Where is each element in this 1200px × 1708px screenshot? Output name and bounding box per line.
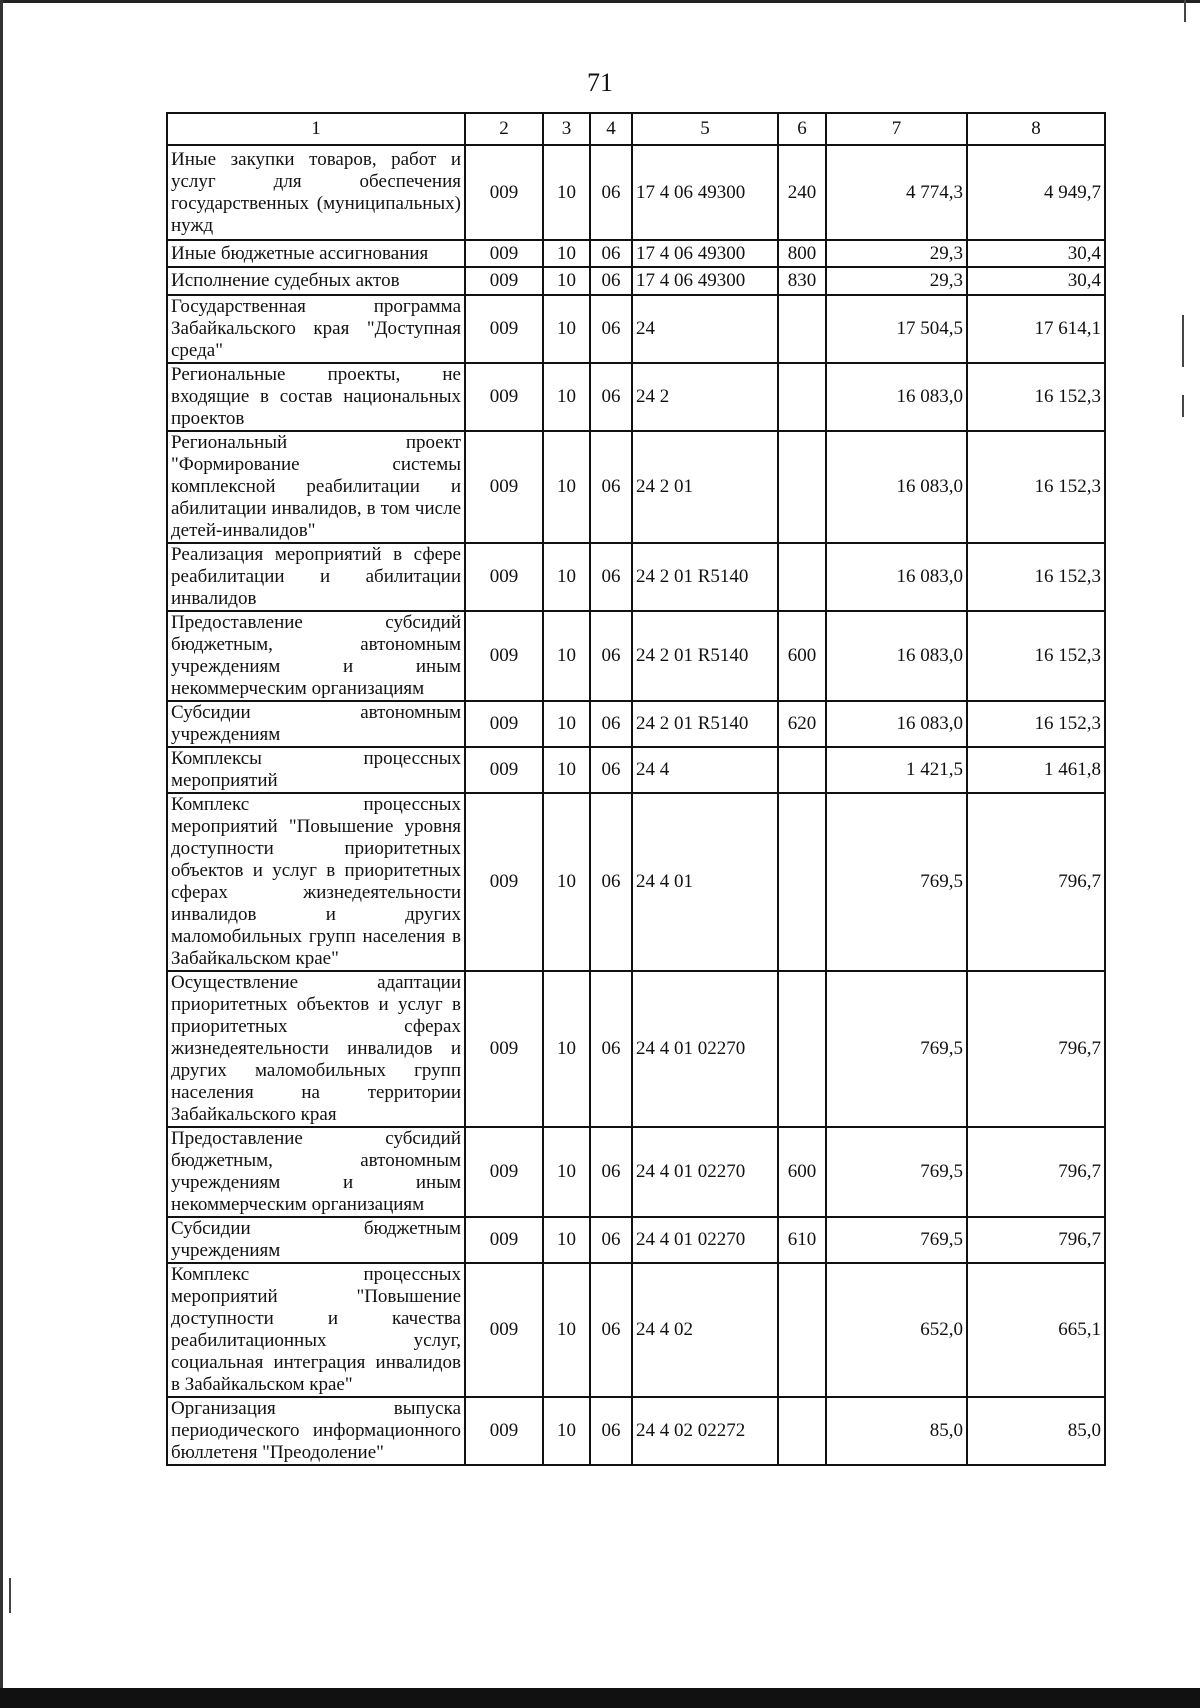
row-code-cell: 009	[465, 701, 543, 747]
row-target-article-cell: 24 2 01 R5140	[632, 611, 778, 701]
column-header: 6	[778, 113, 826, 145]
row-amount-year1-cell: 16 083,0	[826, 611, 967, 701]
table-row	[167, 295, 1105, 363]
row-amount-year1-cell: 29,3	[826, 240, 967, 267]
table-row	[167, 1127, 1105, 1217]
table-header-row	[167, 113, 1105, 145]
row-target-article-cell: 24 2 01 R5140	[632, 543, 778, 611]
row-section-cell: 10	[543, 971, 590, 1127]
row-code-cell: 009	[465, 543, 543, 611]
row-subsection-cell: 06	[590, 1217, 632, 1263]
scan-border-bottom	[0, 1688, 1200, 1708]
row-code-cell: 009	[465, 1263, 543, 1397]
row-section-cell: 10	[543, 701, 590, 747]
row-amount-year2-cell: 665,1	[967, 1263, 1105, 1397]
row-amount-year2-cell: 16 152,3	[967, 611, 1105, 701]
column-header: 5	[632, 113, 778, 145]
row-expense-type-cell: 800	[778, 240, 826, 267]
row-code-cell: 009	[465, 267, 543, 295]
table-row	[167, 363, 1105, 431]
row-name-cell: Региональный проект "Формирование системы комплексной реабилитации и абилитации инвалидов, в том числе детей-инвалидов"	[167, 431, 465, 543]
row-target-article-cell: 24 4 01 02270	[632, 971, 778, 1127]
row-amount-year1-cell: 29,3	[826, 267, 967, 295]
row-name-cell: Исполнение судебных актов	[167, 267, 465, 295]
row-amount-year1-cell: 652,0	[826, 1263, 967, 1397]
row-expense-type-cell	[778, 363, 826, 431]
row-subsection-cell: 06	[590, 240, 632, 267]
row-amount-year1-cell: 17 504,5	[826, 295, 967, 363]
row-section-cell: 10	[543, 793, 590, 971]
row-section-cell: 10	[543, 267, 590, 295]
table-row	[167, 1397, 1105, 1465]
row-code-cell: 009	[465, 295, 543, 363]
row-code-cell: 009	[465, 240, 543, 267]
row-amount-year2-cell: 30,4	[967, 240, 1105, 267]
row-amount-year1-cell: 769,5	[826, 793, 967, 971]
row-section-cell: 10	[543, 431, 590, 543]
row-amount-year2-cell: 16 152,3	[967, 701, 1105, 747]
row-code-cell: 009	[465, 363, 543, 431]
table-row	[167, 747, 1105, 793]
row-name-cell: Комплекс процессных мероприятий "Повышение уровня доступности приоритетных объектов и услуг в приоритетных сферах жизнедеятельности инвалидов и других маломобильных групп населения в Забайкальском крае"	[167, 793, 465, 971]
row-target-article-cell: 24 2	[632, 363, 778, 431]
row-subsection-cell: 06	[590, 267, 632, 295]
row-amount-year2-cell: 4 949,7	[967, 145, 1105, 240]
row-target-article-cell: 24	[632, 295, 778, 363]
row-subsection-cell: 06	[590, 611, 632, 701]
row-name-cell: Предоставление субсидий бюджетным, автономным учреждениям и иным некоммерческим организациям	[167, 1127, 465, 1217]
row-target-article-cell: 24 4 01 02270	[632, 1217, 778, 1263]
row-amount-year1-cell: 16 083,0	[826, 543, 967, 611]
table-row	[167, 240, 1105, 267]
row-code-cell: 009	[465, 611, 543, 701]
row-amount-year2-cell: 30,4	[967, 267, 1105, 295]
column-header: 4	[590, 113, 632, 145]
row-code-cell: 009	[465, 1127, 543, 1217]
row-code-cell: 009	[465, 747, 543, 793]
row-section-cell: 10	[543, 145, 590, 240]
row-target-article-cell: 24 4 01 02270	[632, 1127, 778, 1217]
row-name-cell: Государственная программа Забайкальского края "Доступная среда"	[167, 295, 465, 363]
row-target-article-cell: 24 4	[632, 747, 778, 793]
table-row	[167, 1217, 1105, 1263]
row-amount-year1-cell: 769,5	[826, 1217, 967, 1263]
table-row	[167, 145, 1105, 240]
row-amount-year1-cell: 85,0	[826, 1397, 967, 1465]
row-expense-type-cell: 600	[778, 611, 826, 701]
row-amount-year2-cell: 796,7	[967, 1127, 1105, 1217]
row-expense-type-cell: 240	[778, 145, 826, 240]
row-target-article-cell: 24 4 02 02272	[632, 1397, 778, 1465]
row-name-cell: Иные бюджетные ассигнования	[167, 240, 465, 267]
table-row	[167, 431, 1105, 543]
row-expense-type-cell	[778, 1263, 826, 1397]
table-row	[167, 1263, 1105, 1397]
row-expense-type-cell	[778, 543, 826, 611]
row-amount-year2-cell: 85,0	[967, 1397, 1105, 1465]
row-amount-year1-cell: 769,5	[826, 971, 967, 1127]
column-header: 8	[967, 113, 1105, 145]
row-section-cell: 10	[543, 1263, 590, 1397]
column-header: 3	[543, 113, 590, 145]
row-expense-type-cell	[778, 971, 826, 1127]
row-name-cell: Реализация мероприятий в сфере реабилитации и абилитации инвалидов	[167, 543, 465, 611]
row-code-cell: 009	[465, 1397, 543, 1465]
row-subsection-cell: 06	[590, 1127, 632, 1217]
budget-table	[166, 112, 1106, 1466]
row-subsection-cell: 06	[590, 543, 632, 611]
row-expense-type-cell: 610	[778, 1217, 826, 1263]
row-section-cell: 10	[543, 1397, 590, 1465]
row-target-article-cell: 24 2 01 R5140	[632, 701, 778, 747]
row-name-cell: Иные закупки товаров, работ и услуг для обеспечения государственных (муниципальных) нужд	[167, 145, 465, 240]
table-row	[167, 701, 1105, 747]
row-section-cell: 10	[543, 611, 590, 701]
row-code-cell: 009	[465, 793, 543, 971]
row-section-cell: 10	[543, 543, 590, 611]
row-section-cell: 10	[543, 747, 590, 793]
row-expense-type-cell: 830	[778, 267, 826, 295]
row-expense-type-cell	[778, 1397, 826, 1465]
row-name-cell: Комплекс процессных мероприятий "Повышение доступности и качества реабилитационных услуг, социальная интеграция инвалидов в Забайкальском крае"	[167, 1263, 465, 1397]
scan-edge-mark	[1182, 395, 1184, 417]
row-amount-year2-cell: 1 461,8	[967, 747, 1105, 793]
row-name-cell: Субсидии автономным учреждениям	[167, 701, 465, 747]
row-amount-year1-cell: 1 421,5	[826, 747, 967, 793]
row-section-cell: 10	[543, 1127, 590, 1217]
row-target-article-cell: 17 4 06 49300	[632, 145, 778, 240]
table-row	[167, 543, 1105, 611]
row-target-article-cell: 17 4 06 49300	[632, 267, 778, 295]
row-name-cell: Комплексы процессных мероприятий	[167, 747, 465, 793]
row-subsection-cell: 06	[590, 701, 632, 747]
row-section-cell: 10	[543, 295, 590, 363]
row-section-cell: 10	[543, 1217, 590, 1263]
page-number: 71	[587, 68, 613, 97]
row-subsection-cell: 06	[590, 1263, 632, 1397]
row-subsection-cell: 06	[590, 295, 632, 363]
table-row	[167, 793, 1105, 971]
row-subsection-cell: 06	[590, 747, 632, 793]
row-amount-year2-cell: 16 152,3	[967, 363, 1105, 431]
table-row	[167, 971, 1105, 1127]
row-amount-year2-cell: 17 614,1	[967, 295, 1105, 363]
row-subsection-cell: 06	[590, 971, 632, 1127]
row-target-article-cell: 24 4 01	[632, 793, 778, 971]
table-row	[167, 611, 1105, 701]
row-amount-year1-cell: 769,5	[826, 1127, 967, 1217]
row-name-cell: Осуществление адаптации приоритетных объектов и услуг в приоритетных сферах жизнедеятельности инвалидов и других маломобильных групп населения на территории Забайкальского края	[167, 971, 465, 1127]
row-name-cell: Региональные проекты, не входящие в состав национальных проектов	[167, 363, 465, 431]
row-subsection-cell: 06	[590, 431, 632, 543]
row-section-cell: 10	[543, 240, 590, 267]
row-code-cell: 009	[465, 1217, 543, 1263]
row-amount-year1-cell: 4 774,3	[826, 145, 967, 240]
row-amount-year2-cell: 796,7	[967, 793, 1105, 971]
scan-border-top	[0, 0, 1200, 3]
row-code-cell: 009	[465, 145, 543, 240]
row-target-article-cell: 17 4 06 49300	[632, 240, 778, 267]
column-header: 1	[167, 113, 465, 145]
table-row	[167, 267, 1105, 295]
column-header: 7	[826, 113, 967, 145]
row-amount-year2-cell: 796,7	[967, 971, 1105, 1127]
table-body	[167, 145, 1105, 1465]
scan-edge-mark	[9, 1578, 11, 1613]
row-expense-type-cell	[778, 793, 826, 971]
row-amount-year2-cell: 16 152,3	[967, 543, 1105, 611]
row-amount-year2-cell: 796,7	[967, 1217, 1105, 1263]
row-expense-type-cell	[778, 747, 826, 793]
row-name-cell: Предоставление субсидий бюджетным, автономным учреждениям и иным некоммерческим организациям	[167, 611, 465, 701]
row-target-article-cell: 24 2 01	[632, 431, 778, 543]
row-code-cell: 009	[465, 971, 543, 1127]
row-amount-year1-cell: 16 083,0	[826, 363, 967, 431]
scan-edge-mark	[1182, 315, 1184, 367]
row-amount-year1-cell: 16 083,0	[826, 431, 967, 543]
row-name-cell: Субсидии бюджетным учреждениям	[167, 1217, 465, 1263]
row-subsection-cell: 06	[590, 793, 632, 971]
row-code-cell: 009	[465, 431, 543, 543]
row-target-article-cell: 24 4 02	[632, 1263, 778, 1397]
column-header: 2	[465, 113, 543, 145]
row-subsection-cell: 06	[590, 363, 632, 431]
scan-edge-mark	[1184, 0, 1186, 22]
row-amount-year2-cell: 16 152,3	[967, 431, 1105, 543]
row-expense-type-cell: 600	[778, 1127, 826, 1217]
row-subsection-cell: 06	[590, 1397, 632, 1465]
row-expense-type-cell	[778, 431, 826, 543]
row-subsection-cell: 06	[590, 145, 632, 240]
row-expense-type-cell	[778, 295, 826, 363]
row-expense-type-cell: 620	[778, 701, 826, 747]
row-amount-year1-cell: 16 083,0	[826, 701, 967, 747]
row-name-cell: Организация выпуска периодического информационного бюллетеня "Преодоление"	[167, 1397, 465, 1465]
row-section-cell: 10	[543, 363, 590, 431]
scan-border-left	[0, 0, 3, 1708]
